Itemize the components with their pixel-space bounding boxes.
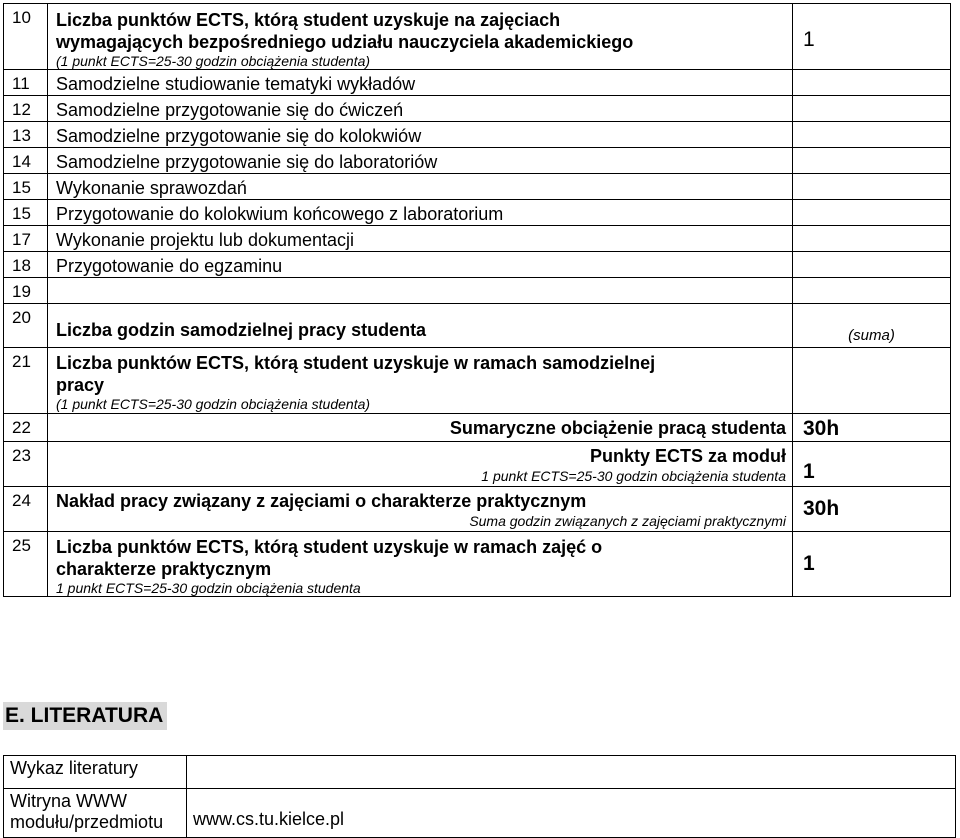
row-value [793,148,951,174]
row-description: Przygotowanie do egzaminu [48,252,793,278]
row-description: Wykonanie sprawozdań [48,174,793,200]
table-row [4,304,951,348]
row-description [48,532,793,597]
row-line2: pracy [56,375,105,395]
row-description [48,348,793,414]
row-number: 20 [4,304,48,348]
row-value [793,174,951,200]
table-row [4,96,951,122]
row-number: 25 [4,532,48,597]
row-number: 18 [4,252,48,278]
row-line1: Liczba punktów ECTS, którą student uzyskuje w ramach samodzielnej [56,353,656,373]
row-description [48,442,793,487]
row-value [793,70,951,96]
row-description [48,487,793,532]
table-row [4,148,951,174]
row-number: 14 [4,148,48,174]
table-row [4,70,951,96]
row-number: 12 [4,96,48,122]
row-number: 17 [4,226,48,252]
row-value [793,348,951,414]
literature-list-label: Wykaz literatury [4,756,187,789]
table-row [4,532,951,597]
table-row [4,789,956,838]
row-value [793,226,951,252]
row-description: Przygotowanie do kolokwium końcowego z laboratorium [48,200,793,226]
row-number: 23 [4,442,48,487]
row-number: 10 [4,4,48,70]
table-row [4,4,951,70]
row-note: 1 punkt ECTS=25-30 godzin obciążenia studenta [481,468,786,484]
row-description: Sumaryczne obciążenie pracą studenta [48,414,793,442]
table-row [4,122,951,148]
row-description [48,278,793,304]
row-value [793,200,951,226]
row-number: 22 [4,414,48,442]
row-line1: Liczba punktów ECTS, którą student uzyskuje na zajęciach [56,10,561,30]
row-note: (1 punkt ECTS=25-30 godzin obciążenia studenta) [56,53,371,69]
row-description: Wykonanie projektu lub dokumentacji [48,226,793,252]
row-value: 30h [793,487,951,532]
table-row [4,442,951,487]
row-value: 1 [793,4,951,70]
row-note: (1 punkt ECTS=25-30 godzin obciążenia studenta) [56,396,371,412]
row-number: 11 [4,70,48,96]
row-description: Samodzielne przygotowanie się do kolokwiów [48,122,793,148]
row-number: 13 [4,122,48,148]
row-description: Liczba godzin samodzielnej pracy studenta [48,304,793,348]
row-description: Samodzielne przygotowanie się do laboratoriów [48,148,793,174]
table-row [4,252,951,278]
row-number: 21 [4,348,48,414]
table-row [4,414,951,442]
row-value [793,252,951,278]
table-row [4,756,956,789]
website-label: Witryna WWW modułu/przedmiotu [4,789,187,838]
table-row [4,174,951,200]
table-row [4,348,951,414]
row-value [793,122,951,148]
row-value: 30h [793,414,951,442]
table-row [4,278,951,304]
table-row [4,226,951,252]
row-value: (suma) [793,304,951,348]
website-value: www.cs.tu.kielce.pl [187,789,956,838]
literature-list-value [187,756,956,789]
row-number: 19 [4,278,48,304]
row-line2: wymagających bezpośredniego udziału nauczyciela akademickiego [56,32,634,52]
table-row [4,487,951,532]
row-value [793,278,951,304]
literature-table [3,755,956,838]
row-number: 15 [4,200,48,226]
row-note: Suma godzin związanych z zajęciami praktycznymi [469,513,786,529]
row-title: Nakład pracy związany z zajęciami o charakterze praktycznym [56,491,587,511]
row-description [48,4,793,70]
section-title: E. LITERATURA [3,702,167,730]
row-description: Samodzielne przygotowanie się do ćwiczeń [48,96,793,122]
row-note: 1 punkt ECTS=25-30 godzin obciążenia studenta [56,580,361,596]
row-number: 24 [4,487,48,532]
row-title: Punkty ECTS za moduł [589,446,786,466]
row-value [793,96,951,122]
row-value: 1 [793,532,951,597]
row-line2: charakterze praktycznym [56,559,272,579]
row-number: 15 [4,174,48,200]
row-line1: Liczba punktów ECTS, którą student uzyskuje w ramach zajęć o [56,537,603,557]
table-row [4,200,951,226]
row-value: 1 [793,442,951,487]
row-description: Samodzielne studiowanie tematyki wykładów [48,70,793,96]
ects-table [3,3,951,597]
